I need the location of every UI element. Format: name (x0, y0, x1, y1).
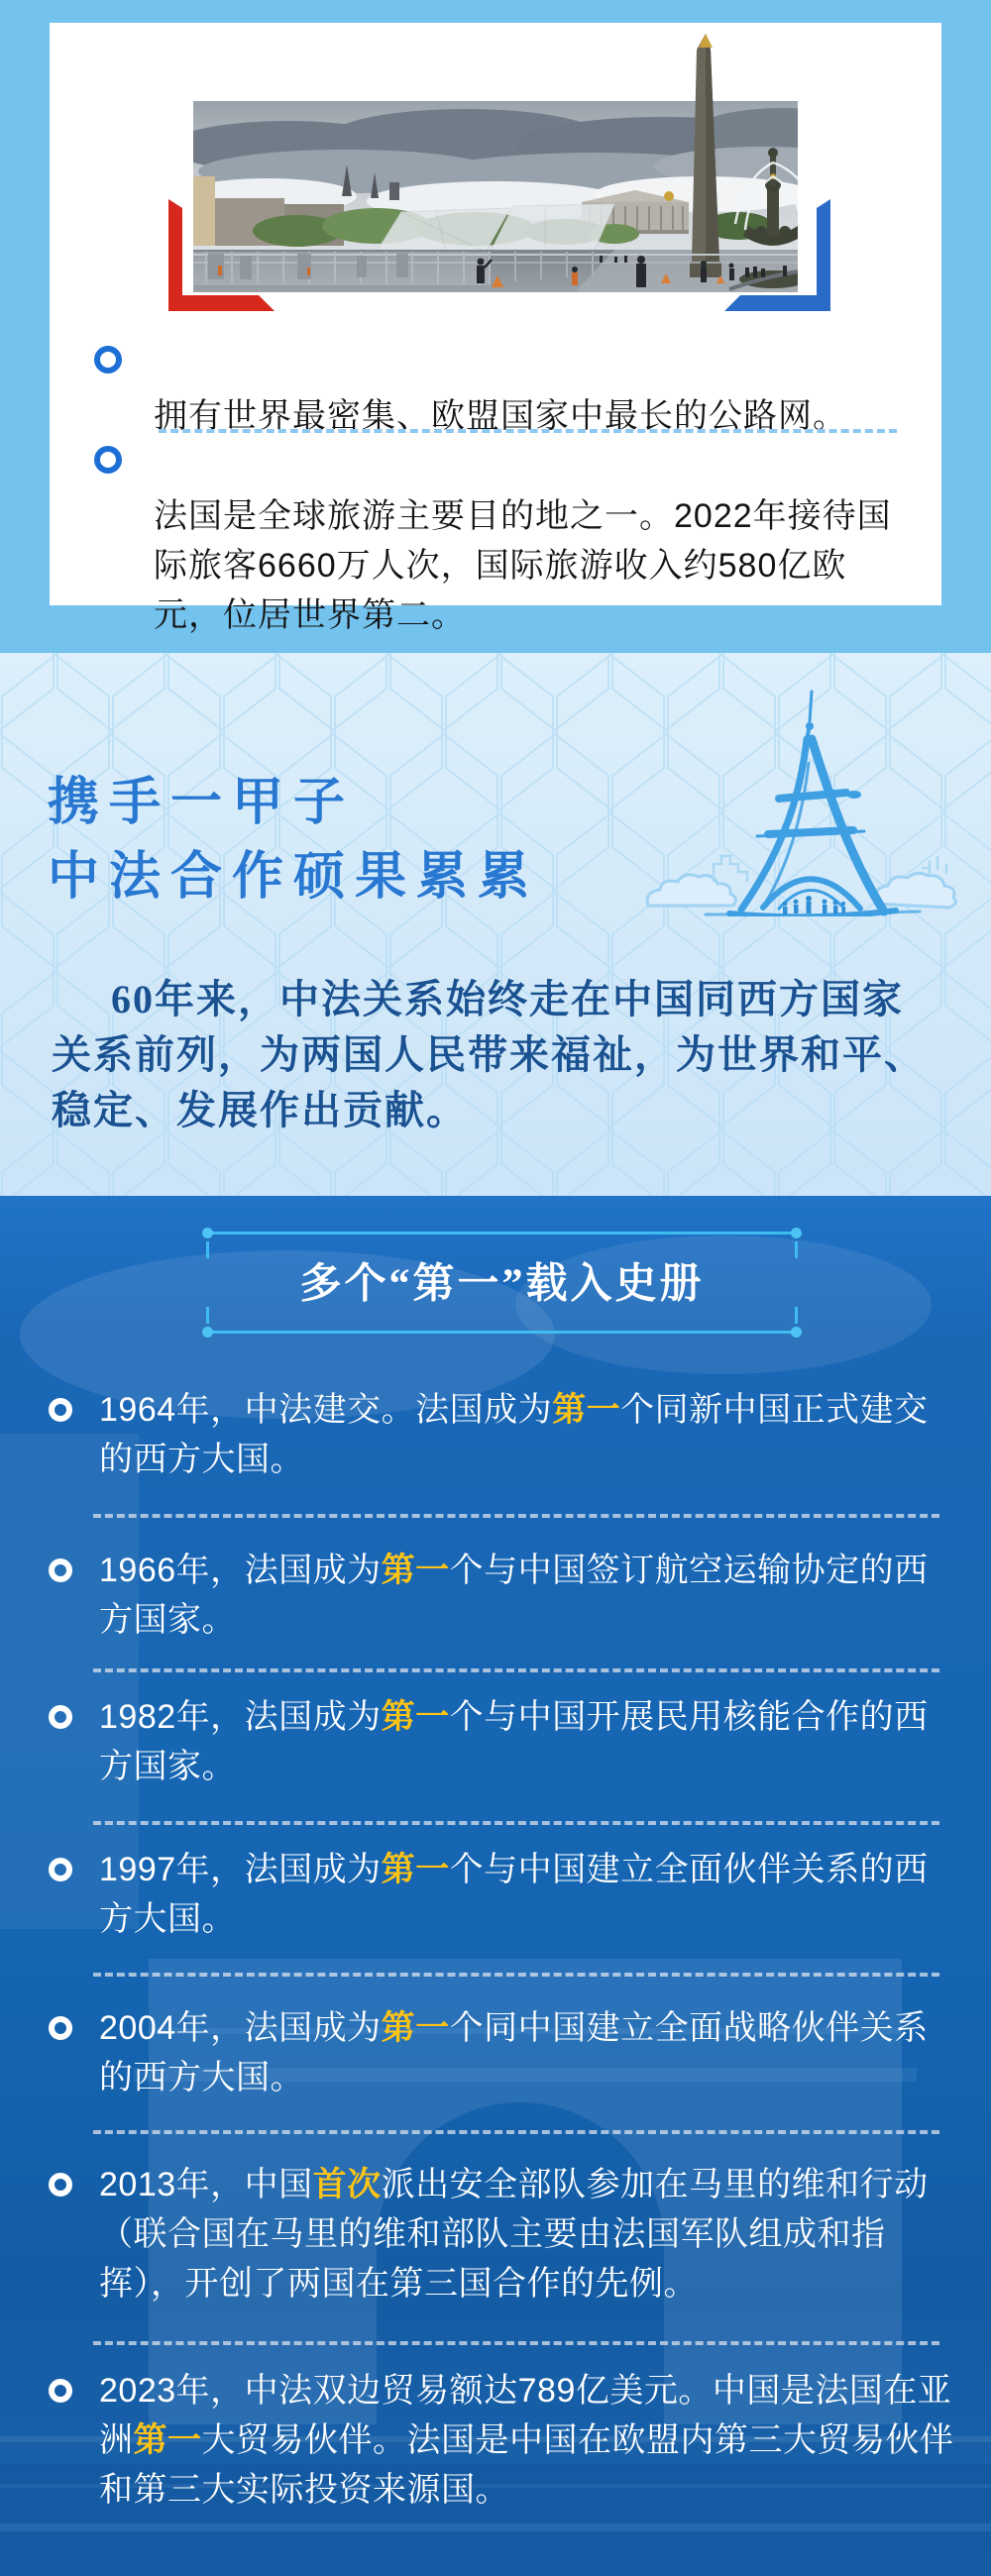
item-divider (93, 1821, 939, 1825)
badge-dot-icon (202, 1327, 213, 1338)
list-item-1982 (49, 1692, 959, 1791)
list-item-2004 (49, 2003, 959, 2102)
card-divider (159, 429, 897, 433)
bullet-ring-icon (49, 2016, 72, 2040)
bullet-ring-icon (49, 1558, 72, 1582)
list-item-text: 2004年，法国成为第一个同中国建立全面战略伙伴关系的西方大国。 (99, 2009, 929, 2096)
list-item-text: 1966年，法国成为第一个与中国签订航空运输协定的西方国家。 (99, 1552, 929, 1639)
item-divider (93, 1668, 939, 1672)
list-item-text: 2023年，中法双边贸易额达789亿美元。中国是法国在亚洲第一大贸易伙伴。法国是中国在欧盟内第三大贸易伙伴和第三大实际投资来源国。 (99, 2372, 954, 2509)
bullet-ring-icon (94, 346, 122, 374)
bullet-ring-icon (94, 446, 122, 474)
badge-line-bottom (210, 1331, 794, 1334)
paris-concorde-photo (149, 28, 842, 320)
top-frame (0, 0, 991, 653)
section-title-line2: 中法合作硕果累累 (48, 848, 540, 906)
list-item-text: 1964年，中法建交。法国成为第一个同新中国正式建交的西方大国。 (99, 1391, 929, 1478)
facts-card (50, 23, 941, 634)
bullet-ring-icon (49, 1398, 72, 1422)
list-item-1964 (49, 1385, 959, 1484)
item-divider (93, 2341, 939, 2345)
bullet-ring-icon (49, 1705, 72, 1729)
item-divider (93, 1514, 939, 1518)
firsts-heading-badge (204, 1232, 800, 1334)
list-item-text: 1982年，法国成为第一个与中国开展民用核能合作的西方国家。 (99, 1698, 929, 1785)
list-item-1997 (49, 1845, 959, 1944)
intro-section (0, 653, 991, 1196)
section-title (48, 766, 539, 914)
firsts-section (0, 1196, 991, 2576)
section-title-line1: 携手一甲子 (48, 774, 356, 831)
list-item-2013 (49, 2160, 959, 2308)
list-item-text: 2013年，中国首次派出安全部队参加在马里的维和行动（联合国在马里的维和部队主要由法国军队组成和指挥），开创了两国在第三国合作的先例。 (99, 2166, 929, 2303)
bullet-ring-icon (49, 1858, 72, 1881)
list-item-1966 (49, 1546, 959, 1645)
badge-line-top (210, 1232, 794, 1234)
item-divider (93, 2130, 939, 2134)
badge-dot-icon (791, 1327, 802, 1338)
list-item-text: 1997年，法国成为第一个与中国建立全面伙伴关系的西方大国。 (99, 1851, 929, 1938)
firsts-heading: 多个“第一”载入史册 (299, 1261, 705, 1308)
badge-dot-icon (202, 1228, 213, 1238)
eiffel-tower-sketch-icon (634, 684, 971, 916)
intro-paragraph: 60年来，中法关系始终走在中国同西方国家关系前列，为两国人民带来福祉，为世界和平、稳定、发展作出贡献。 (52, 977, 926, 1132)
bullet-ring-icon (49, 2379, 72, 2403)
card-bullet-roads: 拥有世界最密集、欧盟国家中最长的公路网。 (154, 397, 847, 435)
list-item-2023 (49, 2366, 959, 2515)
bullet-ring-icon (49, 2173, 72, 2197)
item-divider (93, 1973, 939, 1977)
badge-dot-icon (791, 1228, 802, 1238)
card-bullet-tourism: 法国是全球旅游主要目的地之一。2022年接待国际旅客6660万人次，国际旅游收入约580亿欧元，位居世界第二。 (154, 497, 892, 634)
